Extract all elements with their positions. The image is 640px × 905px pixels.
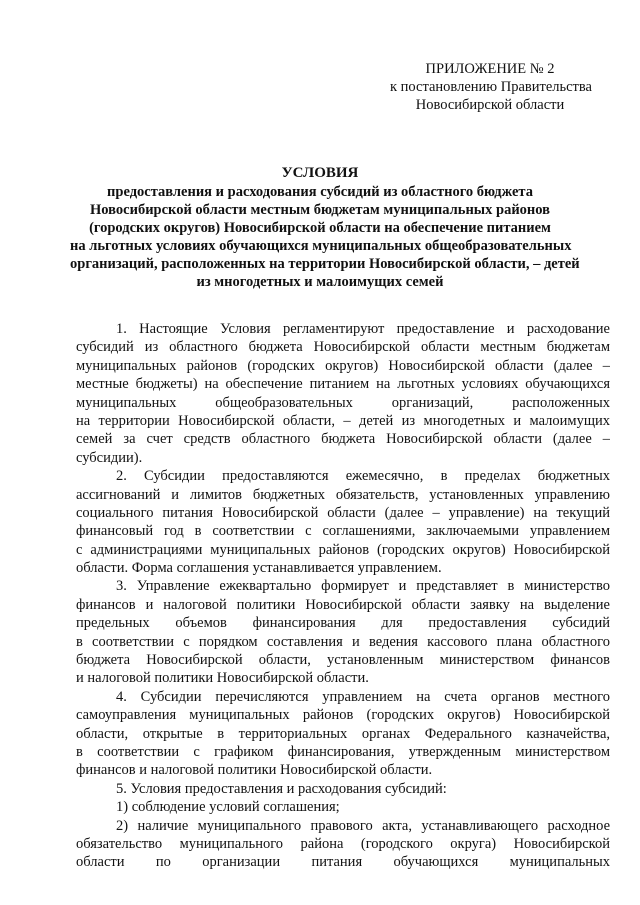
body-line: области по организации питания обучающихся муниципальных <box>76 854 610 871</box>
title-line: из многодетных и малоимущих семей <box>196 274 444 290</box>
body-line: 1) соблюдение условий соглашения; <box>116 799 340 816</box>
title-line: предоставления и расходования субсидий из областного бюджета <box>107 184 533 200</box>
title-line: Новосибирской области местным бюджетам муниципальных районов <box>90 202 550 218</box>
body-line: предельных объемов финансирования для предоставления субсидий <box>76 615 610 632</box>
body-line: в соответствии с графиком финансирования, утвержденным министерством <box>76 743 610 760</box>
body-line: 4. Субсидии перечисляются управлением на счета органов местного <box>116 688 610 705</box>
document-body <box>76 320 610 872</box>
body-line: местные бюджеты) на обеспечение питанием на льготных условиях обучающихся <box>76 376 610 393</box>
body-line: с администрациями муниципальных районов (городских округов) Новосибирской <box>76 541 610 558</box>
title-line: (городских округов) Новосибирской области на обеспечение питанием <box>89 220 551 236</box>
body-line: на территории Новосибирской области, – детей из многодетных и малоимущих <box>76 412 610 429</box>
title-line: организаций, расположенных на территории Новосибирской области, – детей <box>70 256 580 272</box>
body-line: 5. Условия предоставления и расходования субсидий: <box>116 780 447 797</box>
document-heading: УСЛОВИЯ <box>281 165 359 181</box>
body-line: финансов и налоговой политики Новосибирской области заявку на выделение <box>76 596 610 613</box>
body-line: 2. Субсидии предоставляются ежемесячно, в пределах бюджетных <box>116 468 610 485</box>
body-line: ассигнований и лимитов бюджетных обязательств, установленных управлению <box>76 486 610 503</box>
appendix-line-1: к постановлению Правительства <box>390 79 592 95</box>
body-line: муниципальных районов (городских округов) Новосибирской области (далее – <box>76 357 610 374</box>
body-line: субсидий из областного бюджета Новосибирской области местным бюджетам <box>76 339 610 356</box>
body-line: 3. Управление ежеквартально формирует и представляет в министерство <box>116 578 610 595</box>
body-line: области. Форма соглашения устанавливается управлением. <box>76 560 442 577</box>
document-title <box>70 164 580 291</box>
body-line: семей за счет средств областного бюджета Новосибирской области (далее – <box>76 431 610 448</box>
body-line: в соответствии с порядком составления и ведения кассового плана областного <box>76 633 610 650</box>
body-line: 2) наличие муниципального правового акта, устанавливающего расходное <box>116 817 610 834</box>
appendix-title: ПРИЛОЖЕНИЕ № 2 <box>425 61 555 77</box>
body-line: муниципальных общеобразовательных организаций, расположенных <box>76 394 610 411</box>
body-line: 1. Настоящие Условия регламентируют предоставление и расходование <box>116 321 610 337</box>
body-line: финансов и налоговой политики Новосибирской области. <box>76 762 433 779</box>
body-line: финансовый год в соответствии с соглашениями, заключаемыми управлением <box>76 523 610 540</box>
body-line: области, открытые в территориальных органах Федерального казначейства, <box>76 725 610 742</box>
body-line: обязательство муниципального района (городского округа) Новосибирской <box>76 835 610 852</box>
appendix-line-2: Новосибирской области <box>415 97 565 113</box>
body-line: самоуправления муниципальных районов (городских округов) Новосибирской <box>76 707 610 724</box>
body-line: бюджета Новосибирской области, установленным министерством финансов <box>76 652 610 669</box>
body-line: и налоговой политики Новосибирской области. <box>76 670 369 687</box>
body-line: субсидии). <box>76 449 143 466</box>
title-line: на льготных условиях обучающихся муниципальных общеобразовательных <box>70 238 572 254</box>
body-line: социального питания Новосибирской области (далее – управление) на текущий <box>76 504 610 521</box>
appendix-header <box>390 60 590 114</box>
